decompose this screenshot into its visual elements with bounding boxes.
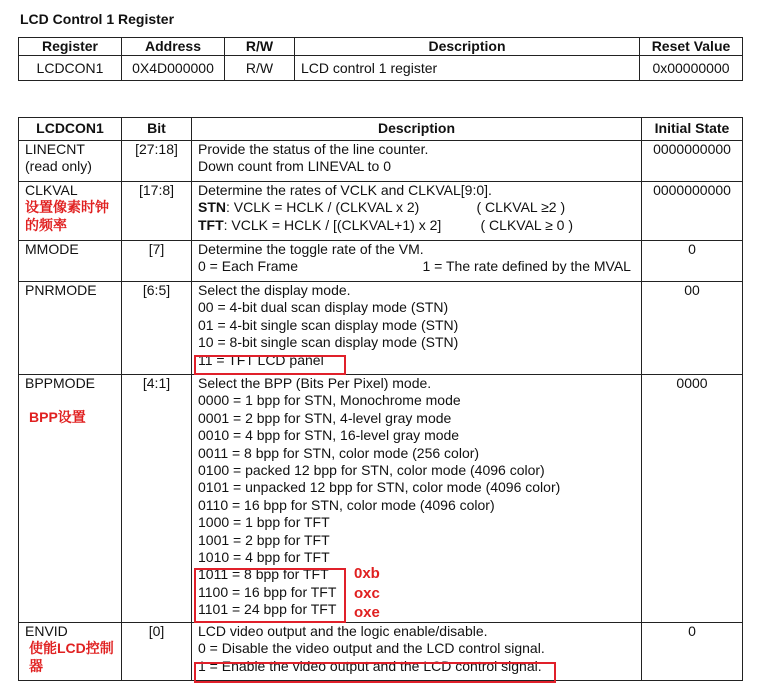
header-rw: R/W — [225, 38, 295, 56]
register-reset-value: 0x00000000 — [640, 56, 743, 81]
highlight-tft-panel — [194, 355, 346, 375]
field-subtitle: (read only) — [25, 158, 92, 175]
option-0: 0 = Each Frame — [198, 258, 298, 275]
stn-label: STN — [198, 199, 226, 216]
initial-state: 0000000000 — [642, 141, 743, 182]
desc-line: 0010 = 4 bpp for STN, 16-level gray mode — [198, 427, 460, 444]
desc-line: 1 = Enable the video output and the LCD control signal. — [198, 657, 542, 674]
desc-line: 0 = Disable the video output and the LCD control signal. — [198, 640, 545, 657]
option-1: 1 = The rate defined by the MVAL — [422, 258, 631, 275]
desc-line: 1010 = 4 bpp for TFT — [198, 549, 330, 566]
desc-line: 0000 = 1 bpp for STN, Monochrome mode — [198, 392, 461, 409]
desc-line: 0001 = 2 bpp for STN, 4-level gray mode — [198, 409, 452, 426]
desc-line: 0100 = packed 12 bpp for STN, color mode (4096 color) — [198, 462, 545, 479]
register-description: LCD control 1 register — [295, 56, 640, 81]
stn-formula: : VCLK = HCLK / (CLKVAL x 2) — [226, 199, 420, 216]
bit-range: [7] — [122, 241, 192, 282]
bit-range: [27:18] — [122, 141, 192, 182]
desc-line: Determine the toggle rate of the VM. — [198, 241, 424, 257]
highlight-enable-video — [194, 662, 556, 683]
register-rw: R/W — [225, 56, 295, 81]
annotation-note: BPP设置 — [29, 409, 86, 426]
header-description: Description — [192, 118, 642, 141]
desc-line: 1100 = 16 bpp for TFT — [198, 583, 337, 600]
desc-line: 1000 = 1 bpp for TFT — [198, 514, 330, 531]
field-name-cell — [19, 141, 122, 182]
field-name-cell — [19, 623, 122, 681]
desc-line: 1001 = 2 bpp for TFT — [198, 531, 330, 548]
desc-line: Provide the status of the line counter. — [198, 141, 429, 157]
register-table — [18, 37, 743, 81]
page-title: LCD Control 1 Register — [20, 11, 175, 27]
desc-line: Select the BPP (Bits Per Pixel) mode. — [198, 375, 432, 391]
hex-annotation: oxe — [354, 604, 380, 621]
initial-state: 0 — [642, 623, 743, 681]
stn-condition: ( CLKVAL ≥2 ) — [476, 199, 566, 216]
bit-range: [0] — [122, 623, 192, 681]
field-name: MMODE — [19, 241, 122, 282]
description-cell — [192, 141, 642, 182]
bit-range: [17:8] — [122, 182, 192, 241]
tft-label: TFT — [198, 216, 224, 233]
desc-line: Select the display mode. — [198, 282, 351, 298]
hex-annotation: oxc — [354, 585, 380, 602]
hex-annotation: 0xb — [354, 565, 380, 582]
stn-formula-line — [198, 199, 641, 216]
register-address: 0X4D000000 — [122, 56, 225, 81]
desc-line: Down count from LINEVAL to 0 — [198, 158, 391, 175]
field-name: LINECNT — [25, 141, 85, 157]
desc-line: 1011 = 8 bpp for TFT — [198, 566, 329, 583]
desc-line: 00 = 4-bit dual scan display mode (STN) — [198, 299, 449, 316]
annotation-note: 设置像素时钟的频率 — [25, 199, 109, 233]
header-bit: Bit — [122, 118, 192, 141]
bits-table — [18, 117, 743, 681]
table-row — [19, 56, 743, 81]
tft-formula: : VCLK = HCLK / [(CLKVAL+1) x 2] — [223, 216, 442, 233]
field-name: CLKVAL — [25, 182, 78, 198]
table-row — [19, 241, 743, 282]
field-name: ENVID — [25, 623, 68, 639]
table-row — [19, 141, 743, 182]
register-name: LCDCON1 — [19, 56, 122, 81]
header-description: Description — [295, 38, 640, 56]
header-lcdcon1: LCDCON1 — [19, 118, 122, 141]
header-register: Register — [19, 38, 122, 56]
register-header-row — [19, 38, 743, 56]
bit-range: [4:1] — [122, 375, 192, 623]
bit-range: [6:5] — [122, 282, 192, 375]
field-name-cell — [19, 375, 122, 623]
initial-state: 0000000000 — [642, 182, 743, 241]
tft-condition: ( CLKVAL ≥ 0 ) — [480, 216, 573, 233]
table-row — [19, 375, 743, 623]
description-cell — [192, 241, 642, 282]
header-initial-state: Initial State — [642, 118, 743, 141]
field-name-cell — [19, 182, 122, 241]
desc-line: Determine the rates of VCLK and CLKVAL[9:0]. — [198, 182, 492, 198]
option-line — [198, 258, 641, 275]
initial-state: 00 — [642, 282, 743, 375]
bits-header-row — [19, 118, 743, 141]
desc-line: 11 = TFT LCD panel — [198, 351, 324, 368]
description-cell — [192, 182, 642, 241]
desc-line: 10 = 8-bit single scan display mode (STN) — [198, 334, 459, 351]
tft-formula-line — [198, 217, 641, 234]
table-row — [19, 282, 743, 375]
table-row — [19, 182, 743, 241]
annotation-note: 使能LCD控制器 — [29, 640, 114, 674]
desc-line: 1101 = 24 bpp for TFT — [198, 601, 337, 618]
desc-line: 0110 = 16 bpp for STN, color mode (4096 color) — [198, 496, 495, 513]
field-name: PNRMODE — [19, 282, 122, 375]
desc-line: 01 = 4-bit single scan display mode (STN) — [198, 316, 459, 333]
highlight-tft-bpp — [194, 568, 346, 623]
field-name: BPPMODE — [25, 375, 96, 391]
desc-line: 0101 = unpacked 12 bpp for STN, color mode (4096 color) — [198, 479, 561, 496]
initial-state: 0000 — [642, 375, 743, 623]
header-address: Address — [122, 38, 225, 56]
desc-line: LCD video output and the logic enable/disable. — [198, 623, 488, 639]
header-reset-value: Reset Value — [640, 38, 743, 56]
desc-line: 0011 = 8 bpp for STN, color mode (256 color) — [198, 444, 480, 461]
initial-state: 0 — [642, 241, 743, 282]
